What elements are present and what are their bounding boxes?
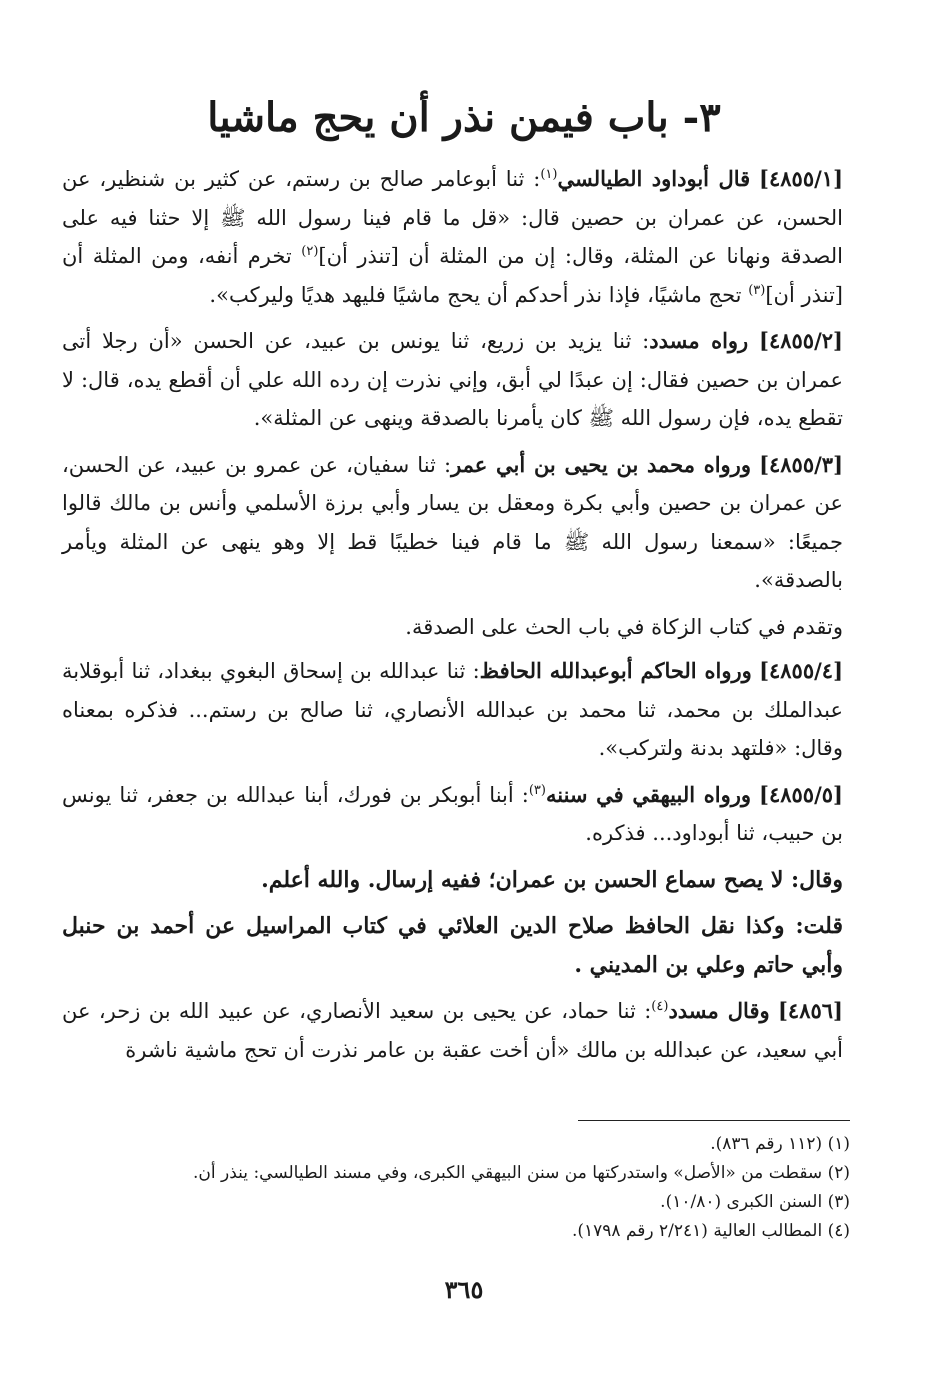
hadith-paragraph-6 — [62, 992, 843, 1069]
main-text — [62, 160, 843, 1077]
footnote: (٣) السنن الكبرى (١٠/٨٠). — [660, 1192, 850, 1212]
source-lead: قال أبوداود الطيالسي — [557, 166, 751, 191]
hadith-number: [٤٨٥٥/٢] — [759, 328, 843, 353]
footnotes — [62, 1130, 850, 1246]
hadith-text: : ثنا أبوعامر صالح بن رستم، عن كثير بن شنظير، عن الحسن، عن عمران بن حصين قال: «قل ما قام فينا رسول الله ﷺ إلا حثنا فيه على الصدقة ونهانا عن المثلة، وقال: إن من المثلة أن [تنذر أن] — [62, 167, 844, 268]
footnote-marker: (٤) — [651, 999, 669, 1014]
hadith-text: تحج ماشيًا، فإذا نذر أحدكم أن يحج ماشيًا فليهد هديًا وليركب». — [209, 282, 749, 307]
footnote-marker: (٣) — [528, 782, 546, 798]
hadith-number: [٤٨٥٦] — [777, 998, 843, 1023]
hadith-text: : ثنا سفيان، عن عمرو بن عبيد، عن الحسن، عن عمران بن حصين وأبي بكرة ومعقل بن يسار وأبي برزة الأسلمي وأنس بن مالك قالوا جميعًا: «سمعنا رسول الله ﷺ ما قام فينا خطيبًا قط إلا وهو ينهى عن المثلة ويأمر بالصدقة». — [62, 452, 843, 592]
footnote-separator — [578, 1120, 850, 1121]
author-note: قلت: وكذا نقل الحافظ صلاح الدين العلائي في كتاب المراسيل عن أحمد بن حنبل وأبي حاتم وعلي بن المديني . — [62, 913, 843, 978]
hadith-number: [٤٨٥٥/٣] — [759, 451, 844, 477]
footnote: (١) (١١٢ رقم ٨٣٦). — [710, 1134, 850, 1154]
hadith-paragraph-5 — [62, 776, 843, 853]
hadith-paragraph-3 — [62, 446, 843, 600]
hadith-number: [٤٨٥٥/١] — [759, 166, 843, 191]
hadith-text: : ثنا يزيد بن زريع، ثنا يونس بن عبيد، عن الحسن «أن رجلا أتى عمران بن حصين فقال: إن عبدًا لي أبق، وإني نذرت إن رده الله علي أن أقطع يده، قال: لا تقطع يده، فإن رسول الله ﷺ كان يأمرنا بالصدقة وينهى عن المثلة». — [62, 329, 843, 430]
hadith-text: : أبنا أبوبكر بن فورك، أبنا عبدالله بن جعفر، ثنا يونس بن حبيب، ثنا أبوداود... فذكره. — [62, 782, 843, 845]
source-lead: وقال مسدد — [668, 998, 770, 1023]
hadith-text: تخرم أنفه، ومن المثلة أن [تنذر أن] — [62, 244, 843, 307]
source-lead: ورواه البيهقي في سننه — [545, 781, 751, 807]
hadith-paragraph-1 — [62, 160, 843, 314]
hadith-text: : ثنا حماد، عن يحيى بن سعيد الأنصاري، عن عبيد الله بن زحر، عن أبي سعيد، عن عبدالله بن مالك «أن أخت عقبة بن عامر نذرت أن تحج ماشية ناشرة — [62, 999, 843, 1062]
footnote-marker: (١) — [540, 167, 558, 182]
commentary-note: وقال: لا يصح سماع الحسن بن عمران؛ ففيه إرسال. والله أعلم. — [261, 866, 843, 893]
cross-reference-note: وتقدم في كتاب الزكاة في باب الحث على الصدقة. — [405, 614, 843, 639]
hadith-number: [٤٨٥٥/٥] — [759, 781, 843, 807]
hadith-number: [٤٨٥٥/٤] — [759, 658, 844, 683]
hadith-paragraph-2 — [62, 322, 843, 438]
footnote: (٤) المطالب العالية (٢/٢٤١ رقم ١٧٩٨). — [571, 1221, 850, 1241]
page-number: ٣٦٥ — [444, 1275, 484, 1304]
source-lead: ورواه الحاكم أبوعبدالله الحافظ — [479, 658, 752, 683]
hadith-paragraph-4 — [62, 652, 843, 768]
footnote-marker: (٣) — [748, 282, 766, 298]
chapter-title: ٣- باب فيمن نذر أن يحج ماشيا — [207, 94, 721, 141]
source-lead: ورواه محمد بن يحيى بن أبي عمر — [451, 451, 751, 477]
footnote-marker: (٢) — [301, 244, 319, 259]
source-lead: رواه مسدد — [649, 328, 749, 353]
footnote: (٢) سقطت من «الأصل» واستدركتها من سنن البيهقي الكبرى، وفي مسند الطيالسي: ينذر أن. — [193, 1163, 850, 1183]
hadith-text: : ثنا عبدالله بن إسحاق البغوي ببغداد، ثنا أبوقلابة عبدالملك بن محمد، ثنا محمد بن عبدالله الأنصاري، ثنا صالح بن رستم... فذكره بمعناه وقال: «فلتهد بدنة ولتركب». — [62, 659, 843, 760]
